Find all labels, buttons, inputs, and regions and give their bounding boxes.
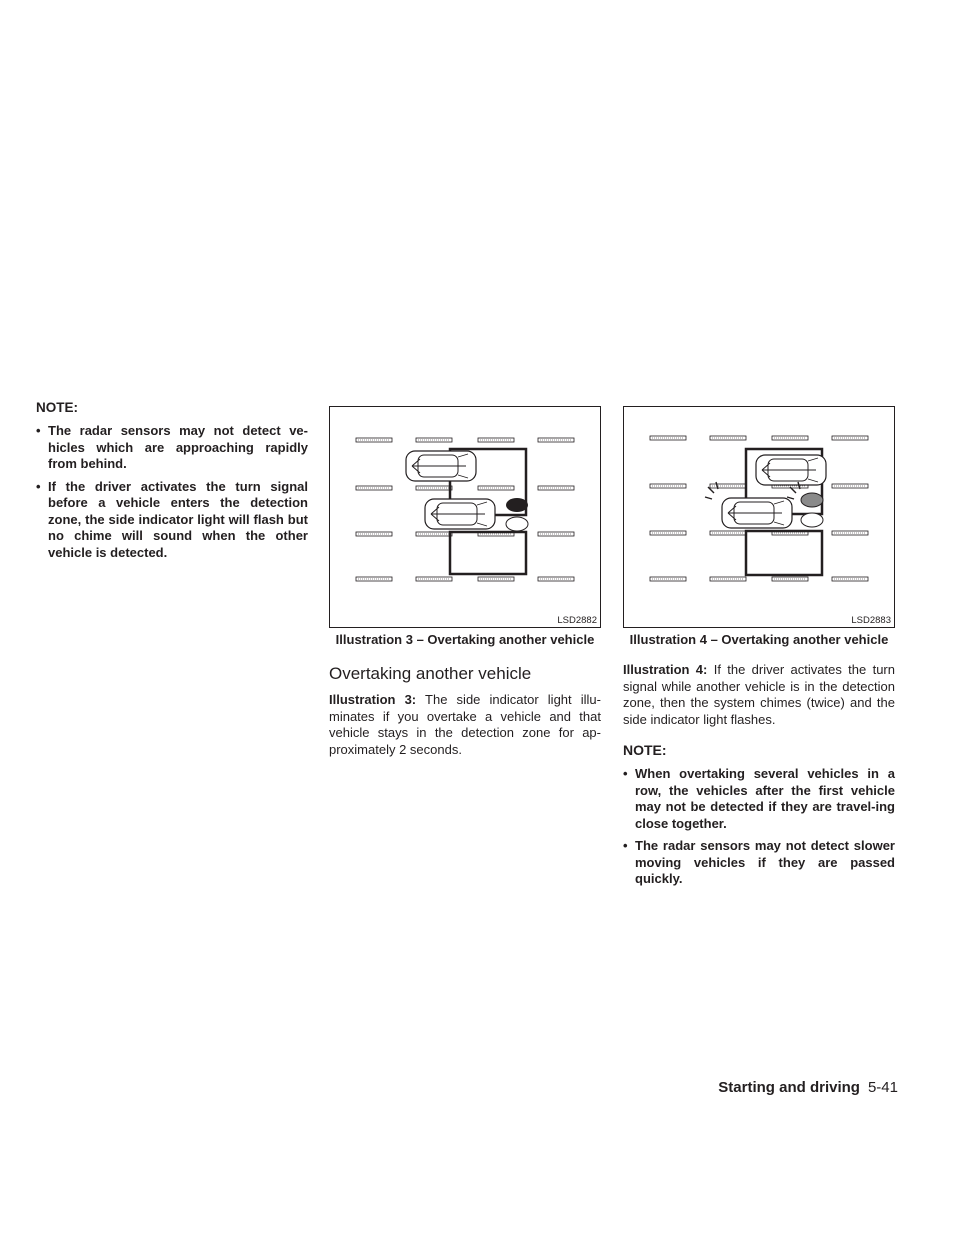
illustration-3-description bbox=[329, 692, 601, 758]
note-item: • When overtaking several vehicles in a row, the vehicles after the first vehicle may not be detected if they are travel-ing close together. bbox=[623, 766, 895, 832]
illustration-3 bbox=[329, 406, 601, 628]
para-label: Illustration 3: bbox=[329, 692, 417, 707]
middle-column bbox=[329, 664, 601, 768]
section-title: Overtaking another vehicle bbox=[329, 664, 532, 683]
illustration-3-drawing bbox=[330, 407, 600, 627]
note-list bbox=[623, 766, 895, 888]
note-list bbox=[36, 423, 308, 561]
illustration-4 bbox=[623, 406, 895, 628]
figure-code: LSD2882 bbox=[557, 615, 597, 626]
illustration-4-drawing bbox=[624, 407, 894, 627]
page-footer bbox=[718, 1079, 898, 1096]
note-item: • The radar sensors may not detect slower moving vehicles if they are passed quickly. bbox=[623, 838, 895, 888]
right-column bbox=[623, 662, 895, 894]
figure-code: LSD2883 bbox=[851, 615, 891, 626]
illustration-4-description bbox=[623, 662, 895, 728]
note-heading: NOTE: bbox=[36, 400, 78, 415]
para-text: The side indicator light illu-minates if you overtake a vehicle and that vehicle stays in the detection zone for ap-proximately 2 seconds. bbox=[329, 692, 601, 757]
para-text: If the driver activates the turn signal while another vehicle is in the detection zone, then the system chimes (twice) and the side indicator light flashes. bbox=[623, 662, 895, 727]
illustration-4-caption: Illustration 4 – Overtaking another vehicle bbox=[629, 632, 889, 647]
illustration-3-caption: Illustration 3 – Overtaking another vehicle bbox=[335, 632, 595, 647]
note-item: • The radar sensors may not detect ve-hicles which are approaching rapidly from behind. bbox=[36, 423, 308, 473]
note-item: • If the driver activates the turn signal before a vehicle enters the detection zone, the side indicator light will flash but no chime will sound when the other vehicle is detected. bbox=[36, 479, 308, 562]
para-label: Illustration 4: bbox=[623, 662, 708, 677]
note-heading: NOTE: bbox=[623, 742, 667, 758]
footer-section: Starting and driving bbox=[718, 1079, 860, 1096]
left-column bbox=[36, 400, 308, 567]
page-number: 5-41 bbox=[867, 1079, 898, 1096]
